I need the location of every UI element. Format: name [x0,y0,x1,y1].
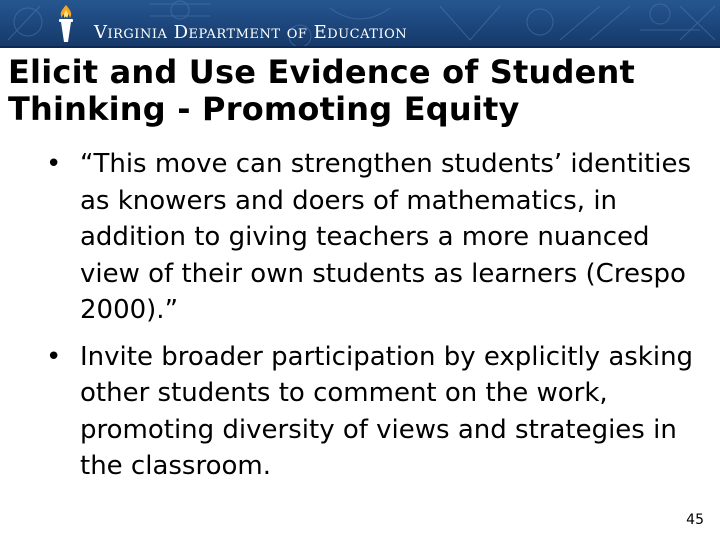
bullet-marker: • [46,149,62,179]
banner-divider [0,46,720,48]
torch-icon [54,4,78,44]
bullet-text: Invite broader participation by explicitly asking other students to comment on the work, promoting diversity of views and strategies in the classroom. [80,341,694,481]
organization-name: Virginia Department of Education [94,22,408,43]
slide-title: Elicit and Use Evidence of Student Thinking - Promoting Equity [8,53,636,128]
header-banner [0,0,720,46]
bullet-item [46,339,710,485]
page-number: 45 [686,512,704,528]
bullet-item [46,146,710,329]
bullet-marker: • [46,341,62,372]
bullet-text: “This move can strengthen students’ identities as knowers and doers of mathematics, in addition to giving teachers a more nuanced view of their own students as learners (Crespo 2000).” [80,149,692,325]
bullet-list [46,146,710,485]
